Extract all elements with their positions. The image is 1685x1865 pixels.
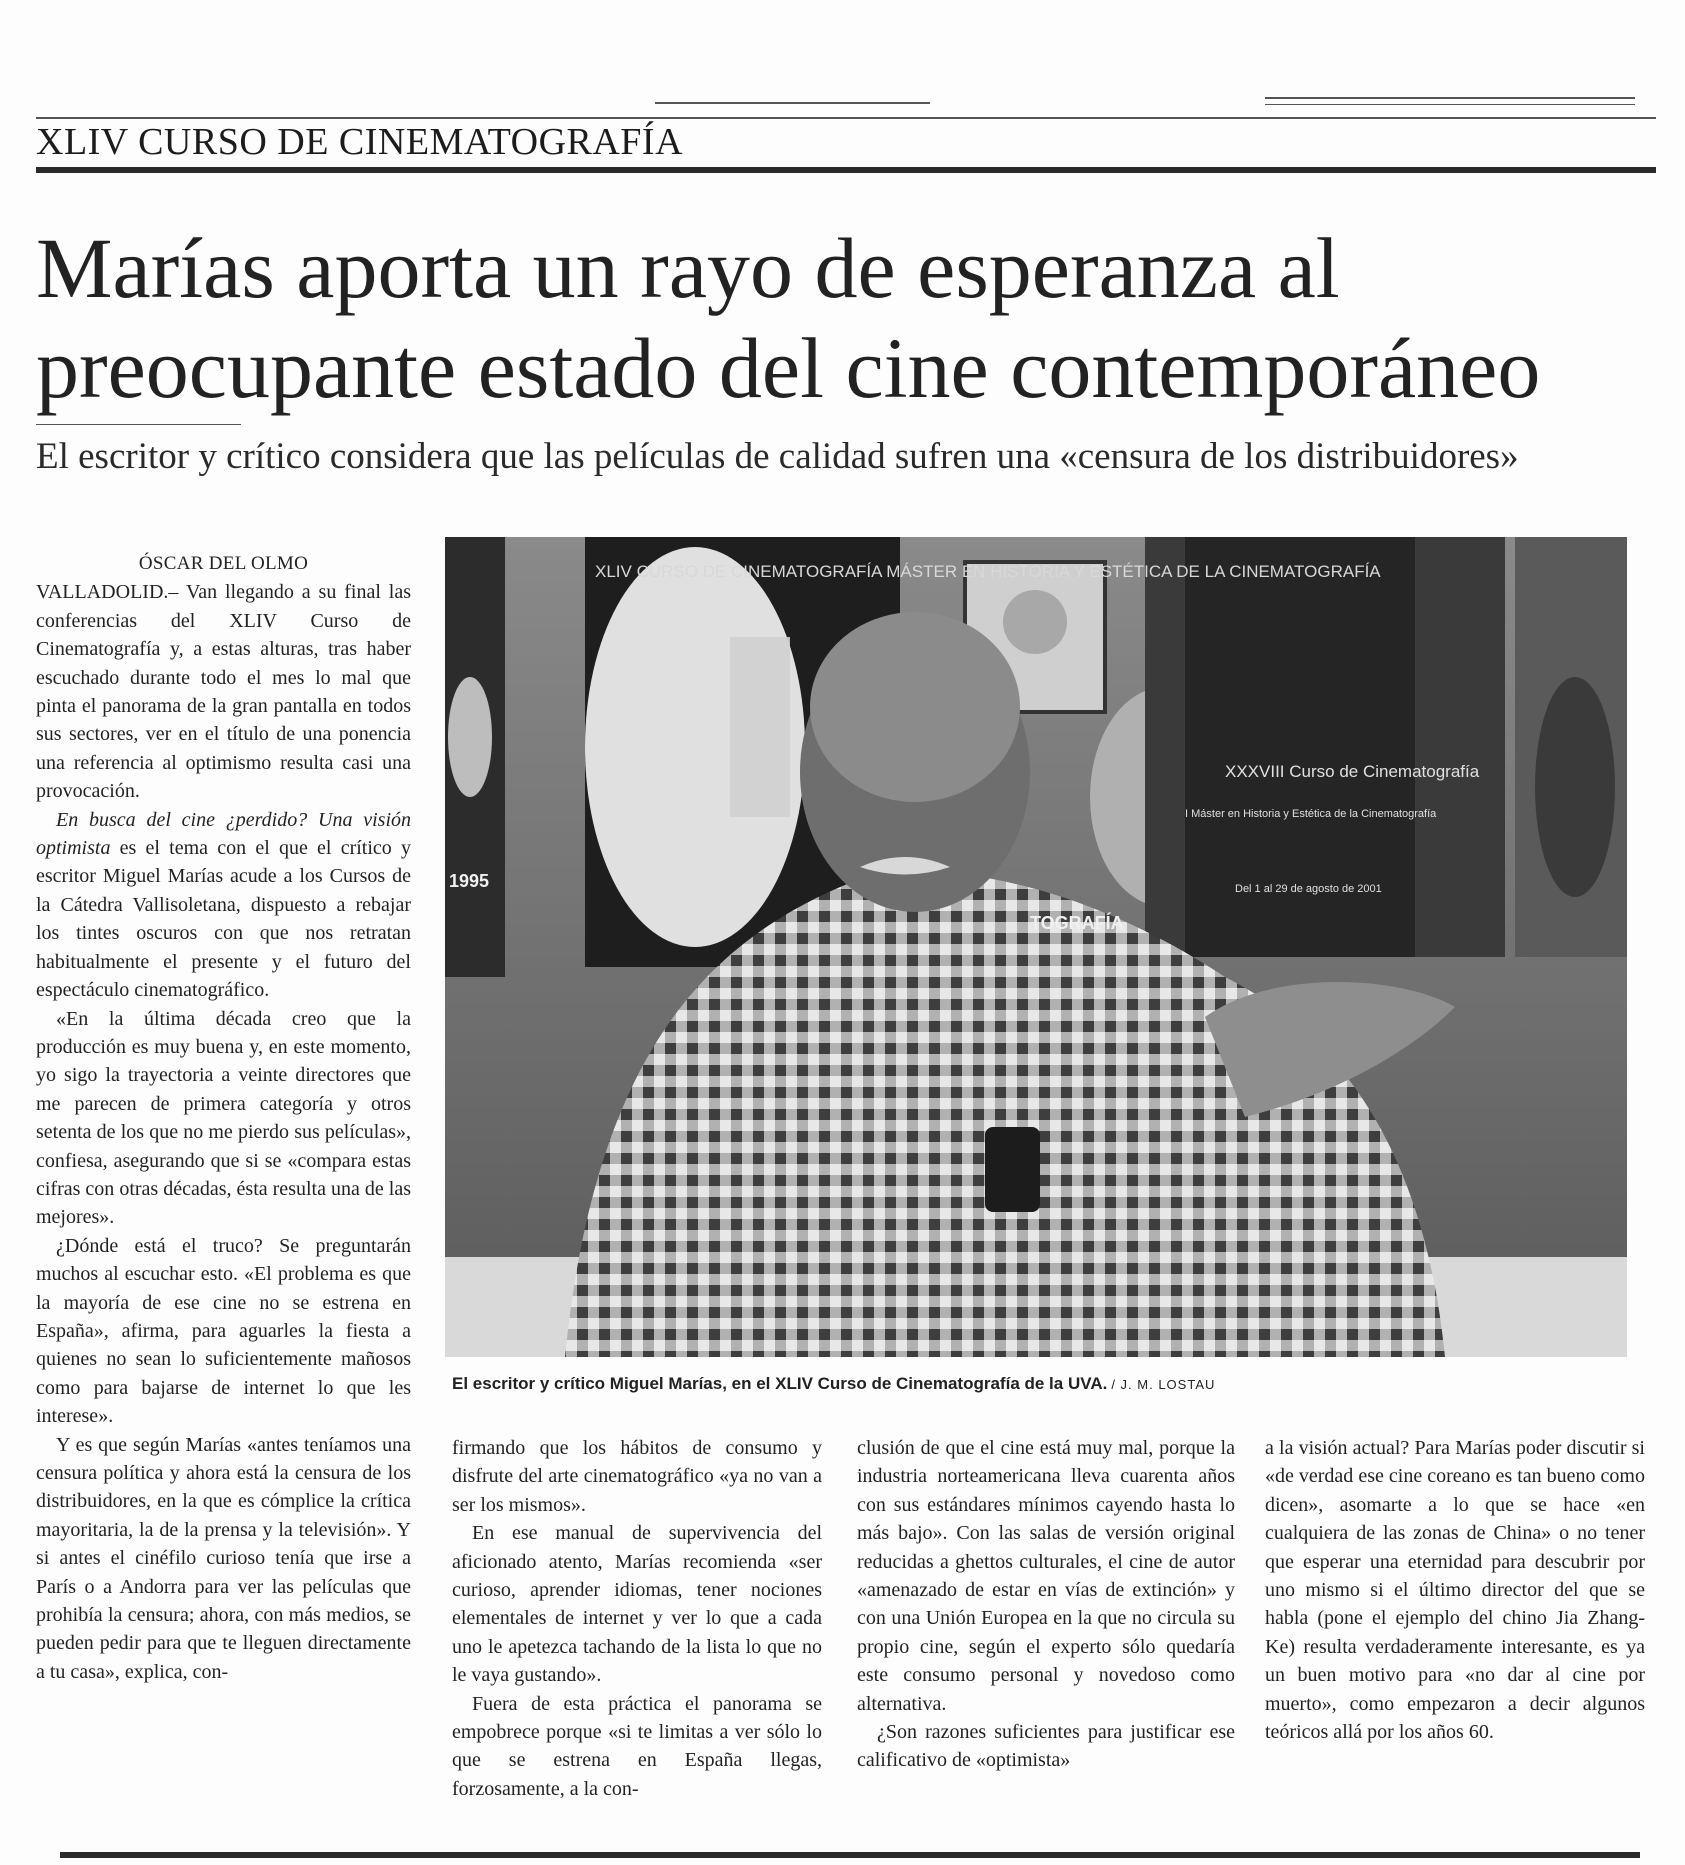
header-top-rule <box>36 117 1656 119</box>
poster-right-text-2: I Máster en Historia y Estética de la Cinematografía <box>1185 808 1437 820</box>
column-3 <box>857 1434 1235 1775</box>
paragraph: «En la última década creo que la producción es muy buena y, en este momento, yo sigo la trayectoria a veinte directores que me parecen de primera categoría y otros setenta de los que no me pierdo sus películas», confiesa, asegurando que si se «compara estas cifras con otras décadas, ésta resulta una de las mejores». <box>36 1007 411 1229</box>
article-photo <box>445 537 1627 1357</box>
photo-illustration <box>445 537 1627 1357</box>
talk-title: En busca del cine ¿perdido? Una visión optimista <box>36 808 411 860</box>
headline <box>36 218 1656 418</box>
poster-mid-text: TOGRAFÍA <box>1030 913 1124 933</box>
column-1 <box>36 550 411 1686</box>
paragraph: ¿Son razones suficientes para justificar ese calificativo de «optimista» <box>857 1721 1235 1772</box>
column-4 <box>1265 1434 1645 1746</box>
poster-edge-text: 1995 <box>449 871 490 891</box>
deck: El escritor y crítico considera que las películas de calidad sufren una «censura de los distribuidores» <box>36 436 1519 477</box>
photo-caption <box>452 1374 1632 1394</box>
top-rule-2 <box>1265 97 1635 99</box>
headline-line-1: Marías aporta un rayo de esperanza al <box>36 220 1340 316</box>
byline: ÓSCAR DEL OLMO <box>138 553 309 574</box>
paragraph: Y es que según Marías «antes teníamos una censura política y ahora está la censura de los distribuidores, en la que es cómplice la crítica mayoritaria, la de la prensa y la televisión». Y si antes el cinéfilo curioso tenía que irse a París o a Andorra para ver las películas que prohibía la censura; ahora, con más medios, se pueden pedir para que te lleguen directamente a tu casa», explica, con- <box>36 1433 411 1683</box>
paragraph: a la visión actual? Para Marías poder discutir si «de verdad ese cine coreano es tan bueno como dicen», asomarte a lo que se hace «en cualquiera de las zonas de China» o no tener que esperar una eternidad para descubrir por uno mismo si el último director del que se habla (pone el ejemplo del chino Jia Zhang-Ke) resulta verdaderamente interesante, es ya un buen motivo para «no dar al cine por muerto», como empezaron a decir algunos teóricos allá por los años 60. <box>1265 1437 1645 1744</box>
column-2 <box>452 1434 822 1803</box>
poster-right-text-1: XXXVIII Curso de Cinematografía <box>1225 762 1480 781</box>
paragraph: Fuera de esta práctica el panorama se empobrece porque «si te limitas a ver sólo lo que se estrena en España llegas, forzosamente, a la con- <box>452 1692 822 1800</box>
paragraph: clusión de que el cine está muy mal, porque la industria norteamericana lleva cuarenta años con sus estándares mínimos cayendo hasta lo más bajo». Con las salas de versión original reducidas a ghettos culturales, el cine de autor «amenazado de estar en vías de extinción» y con una Unión Europea en la que no circula su propio cine, según el experto sólo quedaría este consumo personal y novedoso como alternativa. <box>857 1437 1235 1715</box>
deck-rule <box>36 424 241 425</box>
section-label: XLIV CURSO DE CINEMATOGRAFÍA <box>36 121 684 163</box>
paragraph: En busca del cine ¿perdido? Una visión optimista es el tema con el que el crítico y escritor Miguel Marías acude a los Cursos de la Cátedra Vallisoletana, dispuesto a rebajar los tintes oscuros con que nos retratan habitualmente el presente y el futuro del espectáculo cinematográfico. <box>36 808 411 1002</box>
poster-left-text: XLIV CURSO DE CINEMATOGRAFÍA MÁSTER EN HISTORIA Y ESTÉTICA DE LA CINEMATOGRAFÍA <box>595 562 1381 581</box>
dateline: VALLADOLID.– <box>36 581 179 604</box>
header-bottom-rule <box>36 167 1656 173</box>
footer-rule <box>60 1852 1640 1858</box>
caption-text: El escritor y crítico Miguel Marías, en el XLIV Curso de Cinematografía de la UVA. <box>452 1374 1108 1393</box>
poster-right-text-3: Del 1 al 29 de agosto de 2001 <box>1235 883 1382 895</box>
paragraph: ¿Dónde está el truco? Se preguntarán muchos al escuchar esto. «El problema es que la mayoría de ese cine no se estrena en España», afirma, para aguarles la fiesta a quienes no sean lo suficientemente mañosos como para bajarse de internet lo que les interese». <box>36 1234 411 1428</box>
paragraph: firmando que los hábitos de consumo y disfrute del arte cinematográfico «ya no van a ser los mismos». <box>452 1437 822 1516</box>
paragraph: VALLADOLID.– Van llegando a su final las conferencias del XLIV Curso de Cinematografía y, a estas alturas, tras haber escuchado durante todo el mes lo mal que pinta el panorama de la gran pantalla en todos sus sectores, ver en el título de una ponencia una referencia al optimismo resulta casi una provocación. <box>36 581 412 803</box>
headline-line-2: preocupante estado del cine contemporáneo <box>36 320 1541 416</box>
top-rule-1 <box>655 102 930 104</box>
top-rule-3 <box>1265 104 1635 105</box>
paragraph: En ese manual de supervivencia del aficionado atento, Marías recomienda «ser curioso, aprender idiomas, tener nociones elementales de internet y ver lo que a cada uno le apetezca tachando de la lista lo que no le vaya gustando». <box>452 1522 822 1687</box>
photo-credit: / J. M. LOSTAU <box>1111 1377 1216 1392</box>
